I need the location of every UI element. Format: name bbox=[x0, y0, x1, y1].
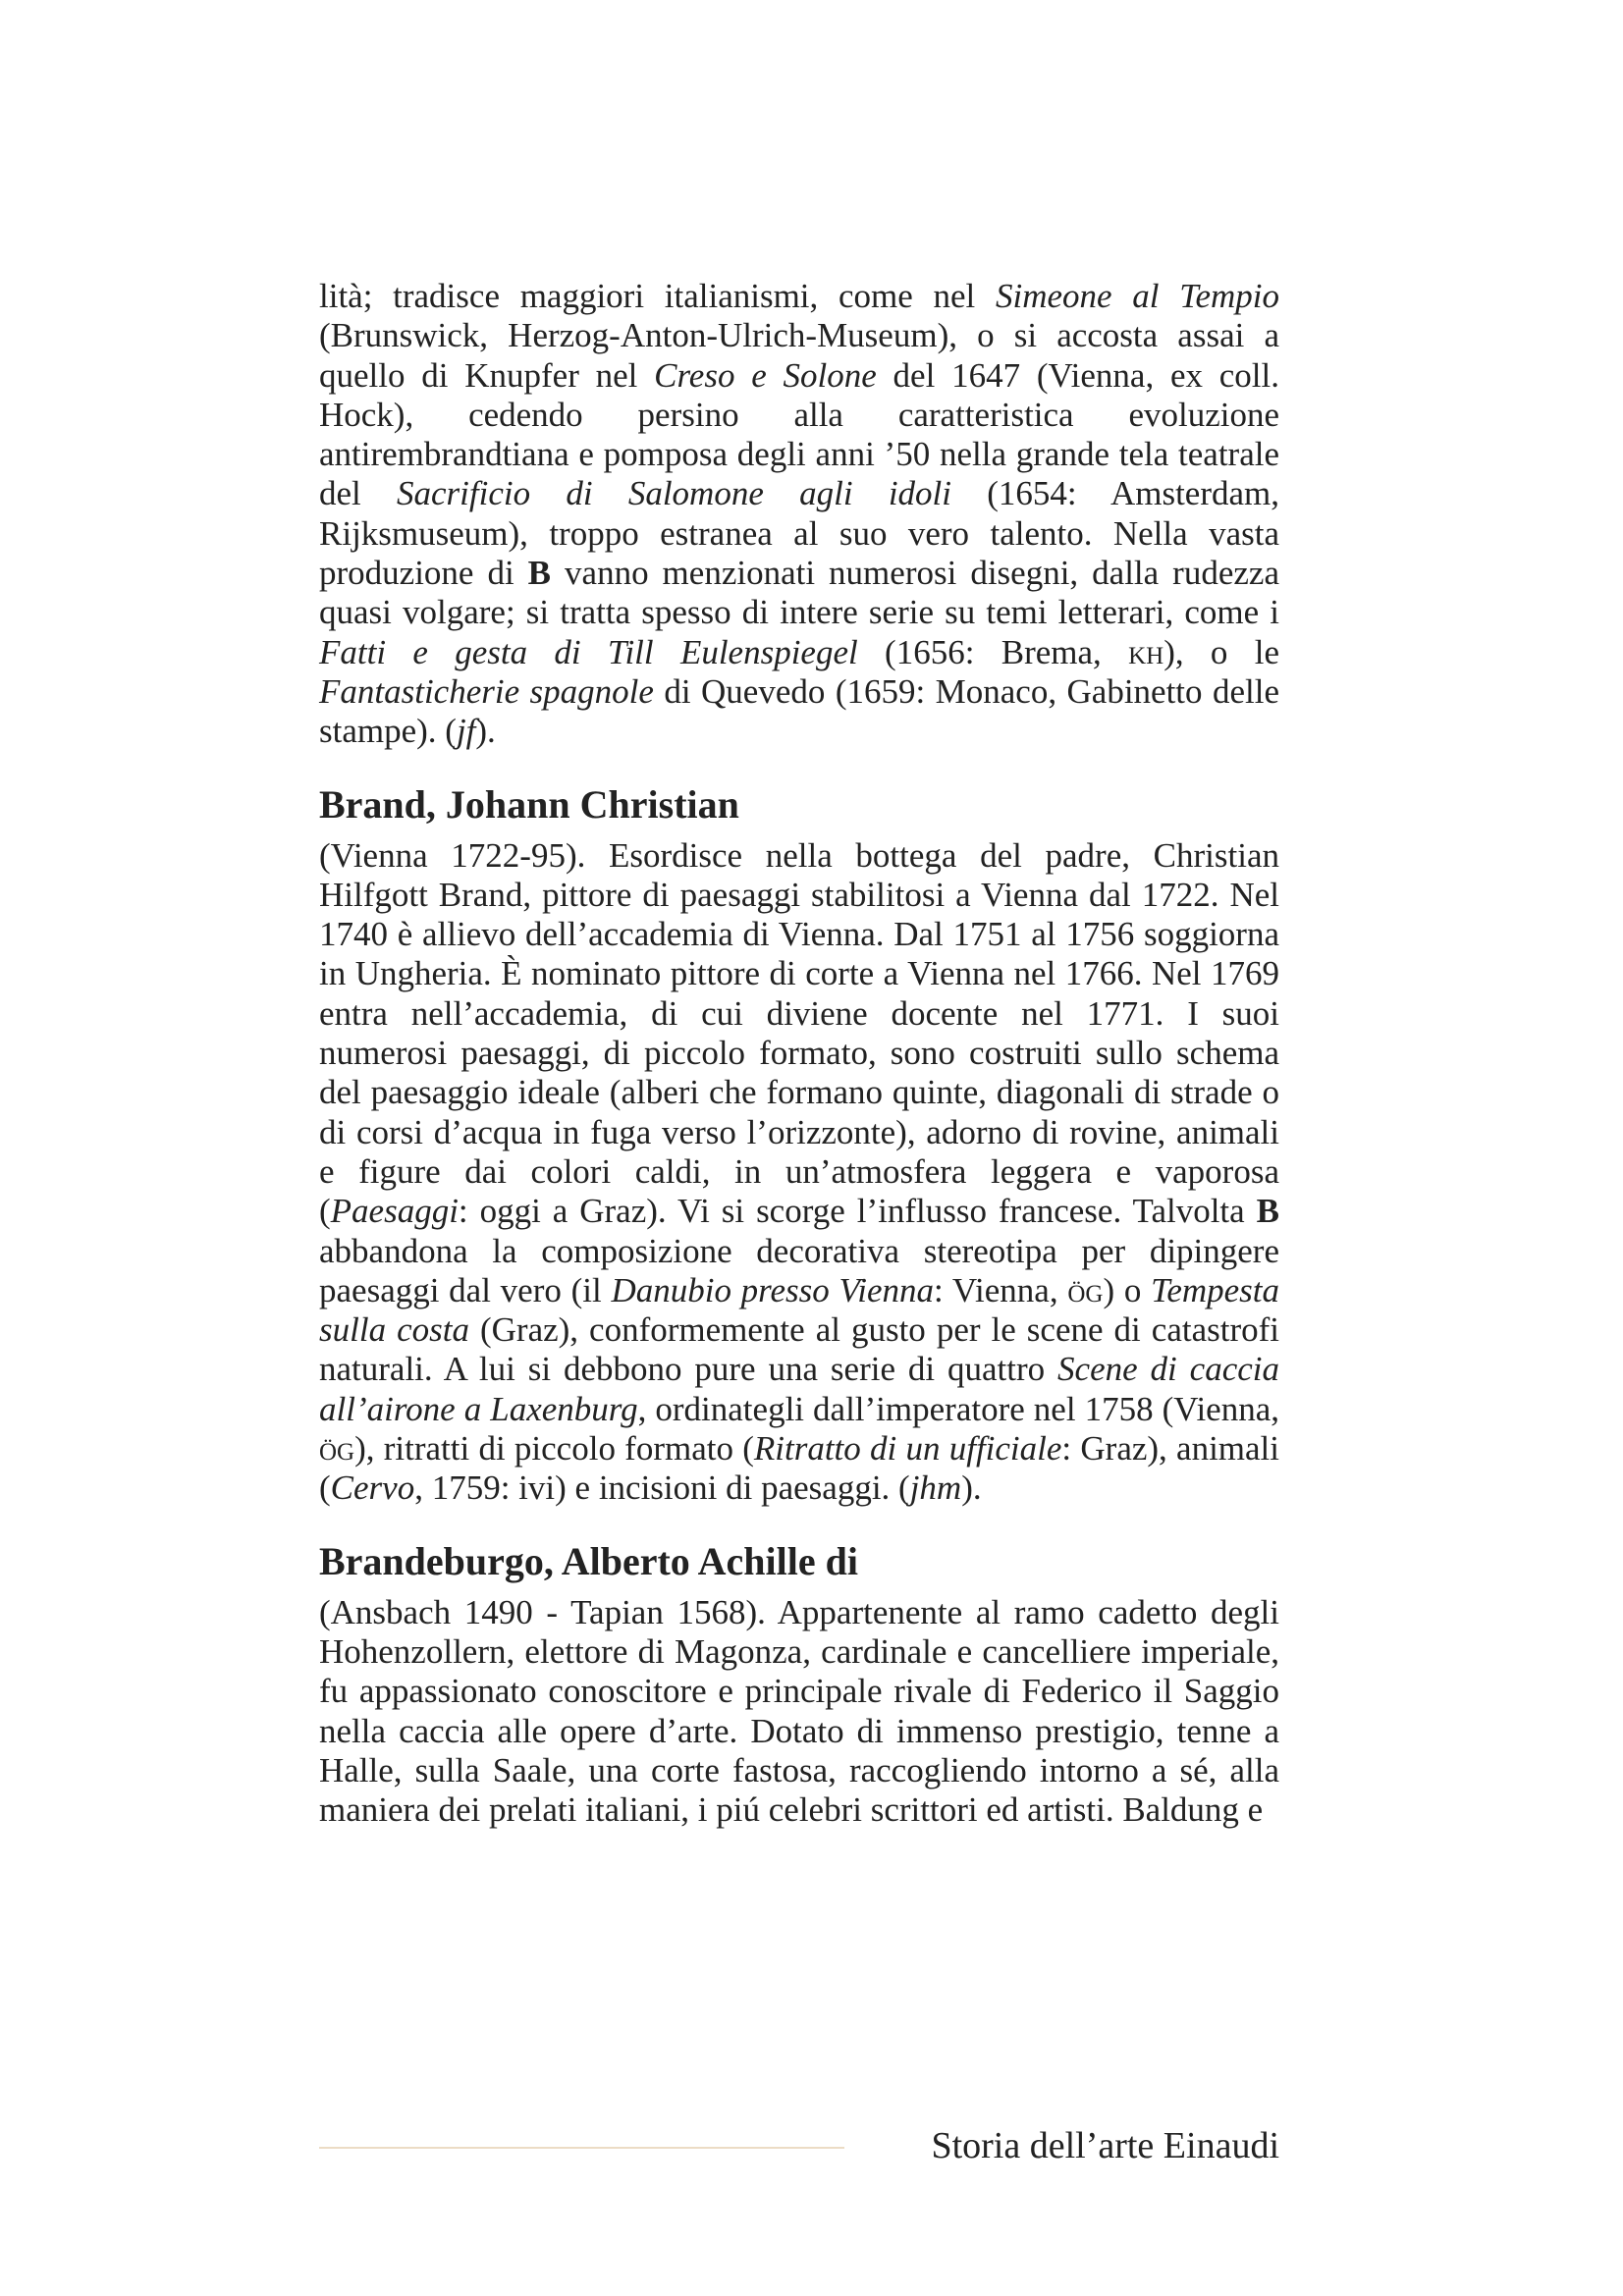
text-run: vanno menzionati numerosi disegni, dalla rudezza quasi volgare; si tratta spesso di intere serie su temi letterari, come i bbox=[319, 554, 1279, 632]
text-run: ) o bbox=[1103, 1270, 1152, 1309]
text-run: (1654: Amsterdam, Rijksmuseum), troppo estranea al suo vero talento. Nella vasta produzione di bbox=[319, 474, 1279, 593]
entry-title-brand: Brand, Johann Christian bbox=[319, 781, 739, 827]
italic-run: Fatti e gesta di Till Eulenspiegel bbox=[319, 632, 858, 671]
bold-run: B bbox=[527, 554, 552, 593]
text-column bbox=[319, 277, 1279, 1830]
footer-rule bbox=[319, 2147, 844, 2149]
italic-run: jhm bbox=[909, 1468, 962, 1508]
text-run: : Graz), animali ( bbox=[319, 1429, 1279, 1508]
text-run: ). bbox=[961, 1468, 982, 1508]
entry-intro-body bbox=[319, 277, 1279, 752]
text-run: , ordinategli dall’imperatore nel 1758 (Vienna, bbox=[637, 1389, 1279, 1428]
italic-run: Tempesta sulla costa bbox=[319, 1270, 1280, 1350]
italic-run: Danubio presso Vienna bbox=[611, 1270, 935, 1309]
italic-run: Scene di caccia all’airone a Laxenburg bbox=[319, 1350, 1280, 1428]
text-run: (Brunswick, Herzog-Anton-Ulrich-Museum), o si accosta assai a quello di Knupfer nel bbox=[319, 316, 1279, 395]
text-run: del 1647 (Vienna, ex coll. Hock), cedendo persino alla caratteristica evoluzione antirembrandtiana e pomposa degli anni ’50 nella grande tela teatrale del bbox=[319, 355, 1279, 513]
text-run: (Graz), conformemente al gusto per le scene di catastrofi naturali. A lui si debbono pure una serie di quattro bbox=[319, 1310, 1279, 1389]
footer-publisher-text: Storia dell’arte Einaudi bbox=[931, 2125, 1279, 2166]
bold-run: B bbox=[1256, 1192, 1279, 1231]
text-run: ). bbox=[475, 712, 496, 751]
italic-run: jf bbox=[456, 712, 476, 751]
text-run: , 1759: ivi) e incisioni di paesaggi. ( bbox=[414, 1468, 910, 1508]
entry-title-brandeburgo: Brandeburgo, Alberto Achille di bbox=[319, 1538, 858, 1583]
text-run: (Ansbach 1490 - Tapian 1568). Appartenente al ramo cadetto degli Hohenzollern, elettore di Magonza, cardinale e cancelliere imperiale, fu appassionato conoscitore e principale rivale di Federico il Saggio nella caccia alle opere d’arte. Dotato di immenso prestigio, tenne a Halle, sulla Saale, una corte fastosa, raccogliendo intorno a sé, alla maniera dei prelati italiani, i piú celebri scrittori ed artisti. Baldung e bbox=[319, 1592, 1279, 1830]
text-run: (Vienna 1722-95). Esordisce nella bottega del padre, Christian Hilfgott Brand, pittore di paesaggi stabilitosi a Vienna dal 1722. Nel 1740 è allievo dell’accademia di Vienna. Dal 1751 al 1756 soggiorna in Ungheria. È nominato pittore di corte a Vienna nel 1766. Nel 1769 entra nell’accademia, di cui diviene docente nel 1771. I suoi numerosi paesaggi, di piccolo formato, sono costruiti sullo schema del paesaggio ideale (alberi che formano quinte, diagonali di strade o di corsi d’acqua in fuga verso l’orizzonte), adorno di rovine, animali e figure dai colori caldi, in un’atmosfera leggera e vaporosa ( bbox=[319, 835, 1279, 1231]
text-run: : Vienna, bbox=[934, 1270, 1068, 1309]
italic-run: Sacrificio di Salomone agli idoli bbox=[397, 474, 951, 513]
text-run: di Quevedo (1659: Monaco, Gabinetto delle stampe). ( bbox=[319, 671, 1279, 751]
text-run: ), o le bbox=[1163, 632, 1279, 671]
italic-run: Paesaggi bbox=[330, 1192, 459, 1231]
text-run: abbandona la composizione decorativa stereotipa per dipingere paesaggi dal vero (il bbox=[319, 1231, 1279, 1309]
text-run: : oggi a Graz). Vi si scorge l’influsso francese. Talvolta bbox=[458, 1192, 1257, 1231]
smallcaps-run: kh bbox=[1128, 632, 1164, 671]
smallcaps-run: ög bbox=[319, 1429, 355, 1468]
text-run: lità; tradisce maggiori italianismi, come nel bbox=[319, 277, 996, 315]
italic-run: Ritratto di un ufficiale bbox=[753, 1429, 1062, 1468]
italic-run: Cervo bbox=[330, 1468, 415, 1508]
italic-run: Simeone al Tempio bbox=[995, 277, 1279, 315]
italic-run: Fantasticherie spagnole bbox=[319, 671, 654, 711]
entry-brandeburgo-body bbox=[319, 1593, 1279, 1831]
text-run: ), ritratti di piccolo formato ( bbox=[354, 1429, 754, 1468]
text-run: (1656: Brema, bbox=[857, 632, 1129, 671]
italic-run: Creso e Solone bbox=[654, 355, 877, 395]
entry-brand-body bbox=[319, 836, 1279, 1509]
smallcaps-run: ög bbox=[1067, 1270, 1104, 1309]
